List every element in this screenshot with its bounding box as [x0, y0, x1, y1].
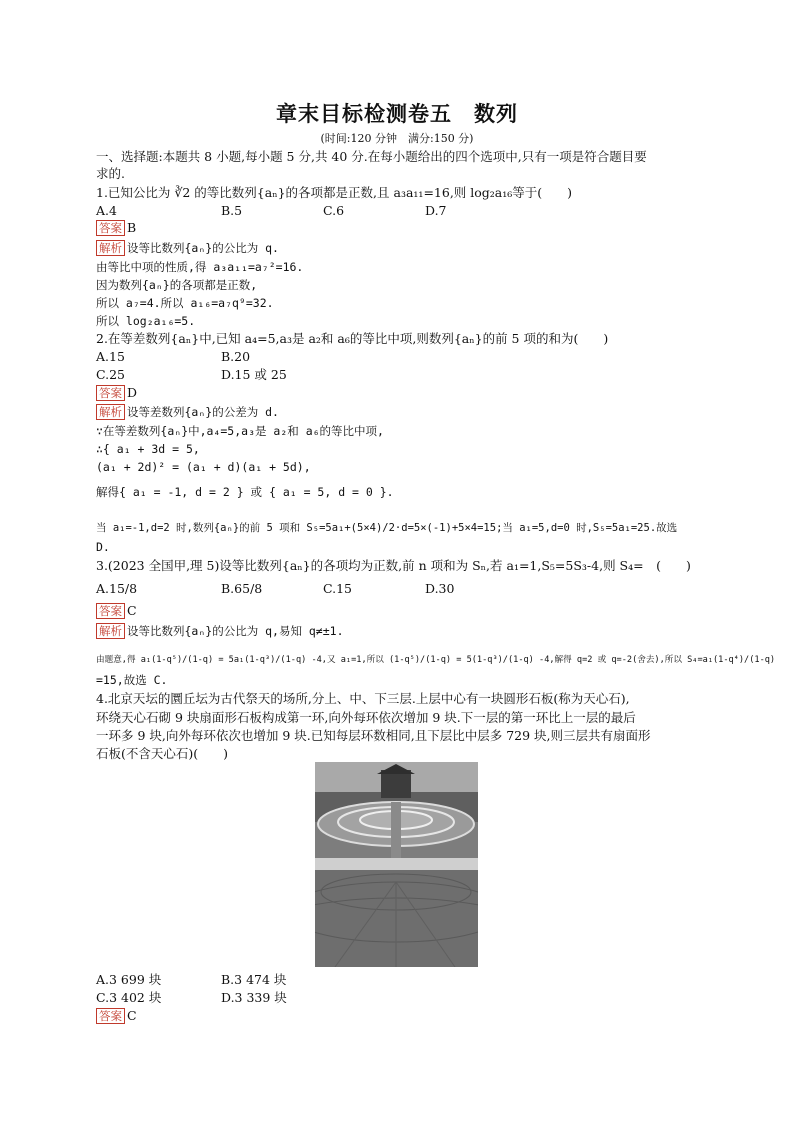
- q2-analysis-row: [96, 404, 279, 420]
- q1-answer: B: [127, 220, 137, 235]
- q1-stem: 1.已知公比为 ∛2 的等比数列{aₙ}的各项都是正数,且 a₃a₁₁=16,则 log₂a₁₆等于( ): [96, 185, 573, 200]
- q4-stem-line: 一环多 9 块,向外每环依次也增加 9 块.已知每层环数相同,且下层比中层多 729 块,则三层共有扇面形: [96, 728, 651, 743]
- temple-of-heaven-photo: [315, 762, 478, 967]
- q2-analysis-line: 设等差数列{aₙ}的公差为 d.: [127, 405, 279, 419]
- q1-analysis-line: 由等比中项的性质,得 a₃a₁₁=a₇²=16.: [96, 260, 304, 274]
- q2-analysis-line: 当 a₁=-1,d=2 时,数列{aₙ}的前 5 项和 S₅=5a₁+(5×4)/2·d=5×(-1)+5×4=15;当 a₁=5,d=0 时,S₅=5a₁=25.故选: [96, 522, 678, 534]
- q3-option-d: D.30: [425, 581, 455, 596]
- answer-tag: 答案: [96, 385, 125, 401]
- q2-analysis-line: ∴{ a₁ + 3d = 5,: [96, 442, 200, 456]
- q3-answer-row: [96, 603, 137, 619]
- q2-stem: 2.在等差数列{aₙ}中,已知 a₄=5,a₃是 a₂和 a₆的等比中项,则数列{aₙ}的前 5 项的和为( ): [96, 331, 609, 346]
- q3-answer: C: [127, 603, 137, 618]
- q1-option-a: A.4: [96, 203, 117, 218]
- q3-analysis-line: 设等比数列{aₙ}的公比为 q,易知 q≠±1.: [127, 624, 344, 638]
- q3-option-a: A.15/8: [96, 581, 138, 596]
- q1-analysis-line: 所以 log₂a₁₆=5.: [96, 314, 196, 328]
- answer-tag: 答案: [96, 220, 125, 236]
- q1-option-c: C.6: [323, 203, 345, 218]
- q2-option-c: C.25: [96, 367, 125, 382]
- q1-analysis-line: 所以 a₇=4.所以 a₁₆=a₇q⁹=32.: [96, 296, 274, 310]
- q3-option-b: B.65/8: [221, 581, 263, 596]
- section-intro-line2: 求的.: [96, 166, 125, 181]
- q1-option-d: D.7: [425, 203, 447, 218]
- q1-option-b: B.5: [221, 203, 243, 218]
- q2-answer: D: [127, 385, 138, 400]
- q3-option-c: C.15: [323, 581, 352, 596]
- analysis-tag: 解析: [96, 404, 125, 420]
- q4-option-d: D.3 339 块: [221, 990, 287, 1005]
- answer-tag: 答案: [96, 603, 125, 619]
- q2-option-d: D.15 或 25: [221, 367, 287, 382]
- q2-analysis-line: D.: [96, 540, 110, 554]
- q2-analysis-line: (a₁ + 2d)² = (a₁ + d)(a₁ + 5d),: [96, 460, 311, 474]
- q4-answer-row: [96, 1008, 137, 1024]
- q2-analysis-line: 解得{ a₁ = -1, d = 2 } 或 { a₁ = 5, d = 0 }.: [96, 485, 394, 499]
- q4-stem-line: 环绕天心石砌 9 块扇面形石板构成第一环,向外每环依次增加 9 块.下一层的第一环比上一层的最后: [96, 710, 636, 725]
- analysis-tag: 解析: [96, 240, 125, 256]
- q1-analysis-row: [96, 240, 279, 256]
- q2-option-a: A.15: [96, 349, 125, 364]
- q3-analysis-row: [96, 623, 344, 639]
- q4-stem-line: 石板(不含天心石)( ): [96, 746, 229, 761]
- analysis-tag: 解析: [96, 623, 125, 639]
- q4-stem-line: 4.北京天坛的圜丘坛为古代祭天的场所,分上、中、下三层.上层中心有一块圆形石板(称为天心石),: [96, 691, 630, 706]
- answer-tag: 答案: [96, 1008, 125, 1024]
- q4-option-b: B.3 474 块: [221, 972, 287, 987]
- q1-analysis-line: 设等比数列{aₙ}的公比为 q.: [127, 241, 279, 255]
- q2-answer-row: [96, 385, 137, 401]
- q1-analysis-line: 因为数列{aₙ}的各项都是正数,: [96, 278, 258, 292]
- q4-option-c: C.3 402 块: [96, 990, 162, 1005]
- q2-analysis-line: ∵在等差数列{aₙ}中,a₄=5,a₃是 a₂和 a₆的等比中项,: [96, 424, 384, 438]
- q2-option-b: B.20: [221, 349, 251, 364]
- q1-answer-row: [96, 220, 136, 236]
- q4-answer: C: [127, 1008, 137, 1023]
- section-intro-line1: 一、选择题:本题共 8 小题,每小题 5 分,共 40 分.在每小题给出的四个选项中,只有一项是符合题目要: [96, 149, 647, 164]
- q3-analysis-line: =15,故选 C.: [96, 673, 168, 687]
- page-title: 章末目标检测卷五 数列: [276, 102, 518, 126]
- q4-option-a: A.3 699 块: [96, 972, 162, 987]
- page-subtitle: (时间:120 分钟 满分:150 分): [320, 132, 474, 145]
- q3-stem: 3.(2023 全国甲,理 5)设等比数列{aₙ}的各项均为正数,前 n 项和为 Sₙ,若 a₁=1,S₅=5S₃-4,则 S₄= ( ): [96, 558, 691, 573]
- q3-analysis-line: 由题意,得 a₁(1-q⁵)/(1-q) = 5a₁(1-q³)/(1-q) -4,又 a₁=1,所以 (1-q⁵)/(1-q) = 5(1-q³)/(1-q) -4,解得 q=2 或 q=-2(舍去),所以 S₄=a₁(1-q⁴)/(1-q): [96, 655, 776, 665]
